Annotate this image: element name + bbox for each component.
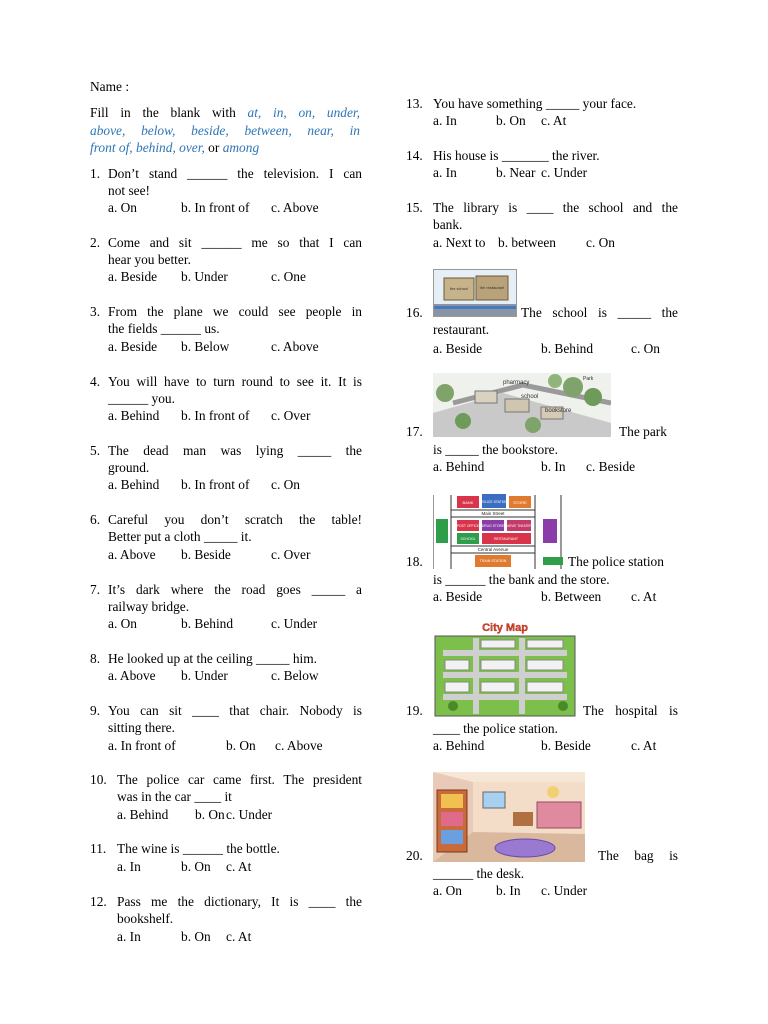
pic-label-pharmacy: pharmacy xyxy=(503,380,530,386)
option-b: b. Under xyxy=(181,269,228,284)
question-text: The school is _____ the xyxy=(521,305,678,320)
option-a: a. Beside xyxy=(108,339,158,354)
option-b: b. Between xyxy=(541,589,602,604)
question-number: 19. xyxy=(406,703,423,718)
question-number: 12. xyxy=(90,894,107,909)
option-b: b. In xyxy=(541,459,566,474)
question-text: ____ the police station. xyxy=(433,721,558,736)
pic-label-drug-store: DRUG STORE xyxy=(481,524,505,528)
question-text: The police station xyxy=(568,554,664,569)
question-number: 17. xyxy=(406,424,423,439)
option-a: a. On xyxy=(108,200,138,215)
option-a: a. In xyxy=(117,859,141,874)
option-a: a. On xyxy=(108,616,138,631)
option-b: b. Beside xyxy=(181,547,231,562)
question-text: ground. xyxy=(108,460,150,475)
question-number: 3. xyxy=(90,304,101,319)
question-number: 11. xyxy=(90,841,107,856)
option-c: c. Above xyxy=(271,339,319,354)
option-b: b. In front of xyxy=(181,477,250,492)
question-number: 1. xyxy=(90,166,101,181)
option-c: c. On xyxy=(271,477,301,492)
question-text: Better put a cloth _____ it. xyxy=(108,529,252,544)
question-text: You will have to turn round to see it. It is xyxy=(108,374,362,389)
question-text: bank. xyxy=(433,217,463,232)
option-b: b. Beside xyxy=(541,738,591,753)
option-c: c. At xyxy=(226,929,252,944)
option-a: a. On xyxy=(433,883,463,898)
option-a: a. Behind xyxy=(433,738,485,753)
question-text: The hospital is xyxy=(583,703,678,718)
option-b: b. In front of xyxy=(181,200,250,215)
question-text: not see! xyxy=(108,183,151,198)
instruction-line-3: front of, behind, over, or among xyxy=(90,140,260,155)
option-a: a. Behind xyxy=(108,408,160,423)
question-number: 16. xyxy=(406,305,423,320)
question-text: The library is ____ the school and the xyxy=(433,200,678,215)
pic-label-post-office: POST OFFICE xyxy=(456,524,480,528)
question-number: 10. xyxy=(90,772,107,787)
question-number: 14. xyxy=(406,148,423,163)
option-a: a. Beside xyxy=(108,269,158,284)
option-a: a. In xyxy=(433,113,457,128)
pic-label-restaurant: RESTAURANT xyxy=(493,537,519,541)
question-number: 8. xyxy=(90,651,101,666)
pic-label-store: STORE xyxy=(513,500,527,505)
option-c: c. Under xyxy=(271,616,318,631)
instruction-line-2: above, below, beside, between, near, in xyxy=(90,123,360,138)
option-a: a. Next to xyxy=(433,235,486,250)
option-c: c. Under xyxy=(541,883,588,898)
pic-label-park: Park xyxy=(583,376,594,382)
question-number: 9. xyxy=(90,703,101,718)
option-b: b. On xyxy=(181,929,211,944)
pic-label-school: SCHOOL xyxy=(460,537,476,541)
pic-label-movie-theater: MOVIE THEATER xyxy=(506,524,532,528)
pic-label-central-avenue: Central Avenue xyxy=(477,547,509,552)
question-text: You can sit ____ that chair. Nobody is xyxy=(108,703,362,718)
question-text: The police car came first. The president xyxy=(117,772,362,787)
option-c: c. One xyxy=(271,269,306,284)
question-text: is ______ the bank and the store. xyxy=(433,572,610,587)
option-c: c. On xyxy=(631,341,661,356)
question-number: 2. xyxy=(90,235,101,250)
option-b: b. On xyxy=(226,738,256,753)
instruction-line-1: Fill in the blank with at, in, on, under, xyxy=(90,105,360,120)
option-c: c. At xyxy=(541,113,567,128)
option-b: b. In front of xyxy=(181,408,250,423)
option-c: c. Beside xyxy=(586,459,636,474)
question-number: 15. xyxy=(406,200,423,215)
option-c: c. Above xyxy=(275,738,323,753)
pic-label-school: school xyxy=(521,394,539,400)
question-text: The park xyxy=(619,424,667,439)
question-text: Careful you don’t scratch the table! xyxy=(108,512,362,527)
option-c: c. Below xyxy=(271,668,319,683)
question-text: From the plane we could see people in xyxy=(108,304,362,319)
question-text: The wine is ______ the bottle. xyxy=(117,841,280,856)
option-a: a. In xyxy=(433,165,457,180)
option-b: b. Behind xyxy=(541,341,594,356)
option-c: c. At xyxy=(631,738,657,753)
question-text: ______ the desk. xyxy=(433,866,525,881)
question-text: is _____ the bookstore. xyxy=(433,442,558,457)
option-c: c. Under xyxy=(541,165,588,180)
question-text: ______ you. xyxy=(108,391,175,406)
question-number: 7. xyxy=(90,582,101,597)
option-a: a. Behind xyxy=(108,477,160,492)
pic-label-police: POLICE STATION xyxy=(480,500,508,504)
option-a: a. Above xyxy=(108,547,156,562)
question-number: 13. xyxy=(406,96,423,111)
option-c: c. Over xyxy=(271,408,311,423)
option-a: a. Above xyxy=(108,668,156,683)
question-text: was in the car ____ it xyxy=(117,789,232,804)
question-number: 20. xyxy=(406,848,423,863)
question-text: Don’t stand ______ the television. I can xyxy=(108,166,362,181)
school-restaurant-image xyxy=(433,269,517,317)
question-text: He looked up at the ceiling _____ him. xyxy=(108,651,317,666)
question-text: bookshelf. xyxy=(117,911,174,926)
question-text: sitting there. xyxy=(108,720,175,735)
park-bookstore-image xyxy=(433,373,611,437)
option-c: c. Above xyxy=(271,200,319,215)
question-text: the fields ______ us. xyxy=(108,321,220,336)
option-b: b. On xyxy=(496,113,526,128)
option-b: b. Near xyxy=(496,165,536,180)
question-number: 18. xyxy=(406,554,423,569)
question-text: The dead man was lying _____ the xyxy=(108,443,362,458)
option-a: a. Behind xyxy=(117,807,169,822)
pic-label-main-street: Main Street xyxy=(481,511,505,516)
question-text: Come and sit ______ me so that I can xyxy=(108,235,362,250)
city-map-image xyxy=(433,620,577,718)
option-a: a. Beside xyxy=(433,589,483,604)
street-map-image xyxy=(433,491,565,569)
option-a: a. In xyxy=(117,929,141,944)
question-text: Pass me the dictionary, It is ____ the xyxy=(117,894,362,909)
question-text: You have something _____ your face. xyxy=(433,96,637,111)
option-b: b. On xyxy=(195,807,225,822)
question-text: hear you better. xyxy=(108,252,191,267)
option-c: c. On xyxy=(586,235,616,250)
city-map-title: City Map xyxy=(482,622,528,634)
option-c: c. At xyxy=(631,589,657,604)
question-number: 6. xyxy=(90,512,101,527)
option-b: b. between xyxy=(498,235,557,250)
option-b: b. Below xyxy=(181,339,230,354)
option-a: a. Beside xyxy=(433,341,483,356)
pic-label-train-station: TRAIN STATION xyxy=(479,559,507,563)
pic-label-school: the school xyxy=(449,286,469,291)
pic-label-bookstore: bookstore xyxy=(545,408,572,414)
pic-label-bank: BANK xyxy=(462,500,474,505)
question-number: 5. xyxy=(90,443,101,458)
question-text: His house is _______ the river. xyxy=(433,148,600,163)
pic-label-restaurant: the restaurant xyxy=(479,285,505,290)
option-b: b. In xyxy=(496,883,521,898)
question-text: It’s dark where the road goes _____ a xyxy=(108,582,362,597)
option-c: c. Over xyxy=(271,547,311,562)
question-text: The bag is xyxy=(598,848,678,863)
question-text: restaurant. xyxy=(433,322,490,337)
question-text: railway bridge. xyxy=(108,599,190,614)
option-b: b. On xyxy=(181,859,211,874)
option-a: a. In front of xyxy=(108,738,176,753)
name-label: Name : xyxy=(90,79,130,94)
option-b: b. Under xyxy=(181,668,228,683)
option-b: b. Behind xyxy=(181,616,234,631)
question-number: 4. xyxy=(90,374,101,389)
option-c: c. At xyxy=(226,859,252,874)
option-a: a. Behind xyxy=(433,459,485,474)
option-c: c. Under xyxy=(226,807,273,822)
bedroom-image xyxy=(433,772,585,862)
